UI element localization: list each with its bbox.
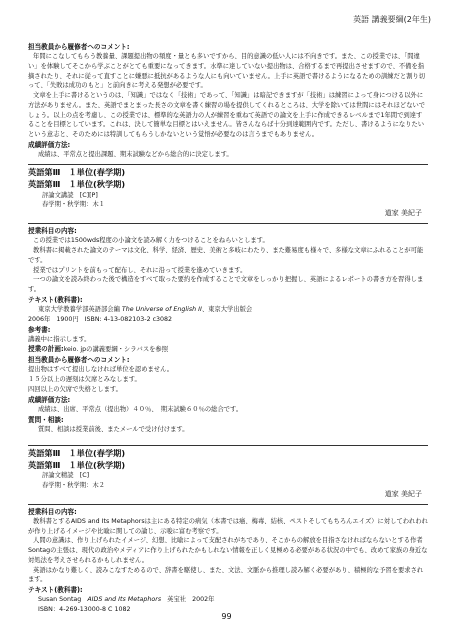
page-content bbox=[28, 42, 428, 615]
course-title-fall: 英語第Ⅲ １単位(秋学期) bbox=[28, 459, 126, 470]
objectives-text: 授業ではプリントを前もって配布し、それに沿って授業を進めていきます。 bbox=[33, 266, 247, 274]
objectives-label: 授業科目の内容: bbox=[28, 227, 77, 236]
objectives-text: この授業では1500wds程度の小論文を読み解く力をつけることをねらいとします。 bbox=[33, 237, 269, 245]
textbook-year: 2006年 bbox=[28, 315, 51, 323]
qa-text: 質問、相談は授業前後、またメールで受け付けます。 bbox=[38, 425, 189, 433]
grading-label: 成績評価方法: bbox=[28, 140, 71, 149]
reference-text: 講義中に指示します。 bbox=[28, 335, 91, 343]
textbook-publisher: 東京大学教養学部英語部会編 bbox=[38, 306, 120, 313]
course-title-fall: 英語第Ⅲ １単位(秋学期) bbox=[28, 178, 126, 189]
grading-text: 成績は、平常点と提出課題、期末試験などから総合的に決定します。 bbox=[38, 151, 233, 159]
course-schedule: 春学期・秋学期：木２ bbox=[42, 482, 105, 490]
page-number: 99 bbox=[221, 612, 232, 621]
textbook-label: テキスト(教科書): bbox=[28, 586, 83, 595]
objectives-text: 英語はかなり難しく、読みこなすためるので、辞書を駆使し、また、文法、文脈から推理し読み解く必要があり、積極的な予習を要求されます。 bbox=[28, 566, 424, 584]
course-title-spring: 英語第Ⅲ １単位(春学期) bbox=[28, 447, 126, 458]
grading-label: 成績評価方法: bbox=[28, 395, 71, 404]
section-divider bbox=[28, 223, 428, 224]
textbook-year: 2002年 bbox=[192, 596, 215, 604]
grading-text: 成績は、出席、平常点（提出物）４０％、 期末試験６０％の総合です。 bbox=[38, 405, 243, 413]
textbook-title: AIDS and Its Metaphors bbox=[87, 596, 162, 604]
plan-label: 授業の計画: bbox=[28, 345, 64, 354]
textbook-author: Susan Sontag bbox=[38, 596, 82, 604]
reference-label: 参考書: bbox=[28, 325, 51, 334]
section-divider bbox=[28, 445, 428, 446]
course-title-spring: 英語第Ⅲ １単位(春学期) bbox=[28, 166, 126, 177]
instructor-name: 道家 美紀子 bbox=[384, 489, 422, 498]
advice-line: １５分以上の遅刻は欠席とみなします。 bbox=[28, 376, 141, 384]
course-subtitle: 評論文精読 [C] bbox=[42, 472, 90, 480]
textbook-entry bbox=[28, 595, 428, 605]
plan-line bbox=[28, 344, 428, 355]
advice-text-2: 文章を上手に書けるというのは、「知識」ではなく「技術」であって、「知識」は暗記できますが「技術」は練習によって身につける以外に方法がありません。また、英語でまとまった長さの文章を書く練習の場を提供してくれるところは、大学を除いては世間にはそれほどないでしょう。以上の点を考慮し、この授業では、標準的な英語力の人が練習を重ねて英語での論文を上手に作成できるレベルまで1年間で到達することを目標としています。これは、決して簡単な目標とはいえません。皆さんならば十分到達範囲内です。ただし、書けるようになりたいという意志と、そのためには特訓してもらうしかないという覚悟が必要なのは言うまでもありません。 bbox=[28, 92, 426, 139]
textbook-title: The Universe of English II bbox=[121, 306, 202, 313]
advice-line: 提出物はすべて提出しなければ単位を認めません。 bbox=[28, 366, 174, 374]
running-head: 英語 講義要綱(2年生) bbox=[353, 15, 431, 24]
objectives-text: 一つの論文を読み終わった後で構造をすべて取った要約を作成することで文章をしっかり把握し、英語によるレポートの書き方を習得します。 bbox=[28, 276, 424, 294]
textbook-suffix: 、東京大学出版会 bbox=[201, 306, 253, 313]
textbook-label: テキスト(教科書): bbox=[28, 295, 83, 304]
textbook-isbn: ISBN: 4-13-082103-2 c3082 bbox=[84, 315, 173, 323]
section-divider bbox=[28, 504, 428, 505]
textbook-price: 1900円 bbox=[56, 315, 79, 323]
spacer bbox=[28, 435, 428, 441]
qa-label: 質問・相談: bbox=[28, 415, 64, 424]
previous-course-tail bbox=[28, 42, 428, 160]
plan-text: keio. jpの講義要綱・シラバスを参照 bbox=[63, 346, 169, 354]
objectives-text: 教科書に掲載された論文のテーマは文化、科学、経済、歴史、美術と多岐にわたり、また難易度も様々で、多様な文章にふれることが可能です。 bbox=[28, 247, 424, 264]
course-block-2 bbox=[28, 448, 428, 615]
textbook-details bbox=[28, 315, 428, 325]
textbook-publisher: 英宝社 bbox=[167, 596, 187, 604]
objectives-text: 教科書とするAIDS and Its Metaphorsは主にある特定の病気（本書では癌、梅毒、結核、ペストそしてもちろんエイズ）に対してわれわれが作り上げるイメージや比喩に関しての論じ、示唆に富む考察です。 bbox=[28, 517, 428, 535]
advice-label: 担当教員から履修者へのコメント: bbox=[28, 43, 130, 51]
advice-line: 四回以上の欠席で失格とします。 bbox=[28, 385, 122, 393]
section-divider bbox=[28, 164, 428, 165]
course-schedule: 春学期・秋学期：木１ bbox=[42, 201, 105, 209]
instructor-name: 道家 美紀子 bbox=[384, 209, 422, 218]
advice-label: 担当教員から履修者へのコメント: bbox=[28, 356, 130, 365]
advice-text: 年間にこなしてもらう教養量、課題提出物の頻度・量とも多いですから、目的意識の低い人には不向きです。また、この授業では、「間違い」を体験してそこから学ぶことがとても重要になってきます。水準に達していない提出物は、合格するまで再提出させますので、不備を指摘されたり、それに従って直すことに嫌悪に抵抗があるような人にも向いていません。上手に英語で書けるようになるための訓練だと割り切って、「失敗は成功のもと」と前向きに考える発想が必要です。 bbox=[28, 53, 426, 90]
objectives-label: 授業科目の内容: bbox=[28, 507, 77, 516]
textbook-entry bbox=[28, 305, 428, 315]
objectives-text: 人間の意識は、作り上げられたイメージ、幻想、比喩によって支配されがちであり、そこからの解放を目指さなければならないとする作者Sontagの主張は、現代の政治やメディアに作り上げられたかもしれない情報を正しく見極める必要がある状況の中でも、改めて家族の身近な対処法を考えさせられるかもしれません。 bbox=[28, 537, 428, 564]
textbook-isbn: ISBN：4-269-13000-8 C 1082 bbox=[38, 606, 131, 614]
course-block-1 bbox=[28, 167, 428, 435]
course-subtitle: 評論文講読 [C][P] bbox=[42, 191, 98, 199]
